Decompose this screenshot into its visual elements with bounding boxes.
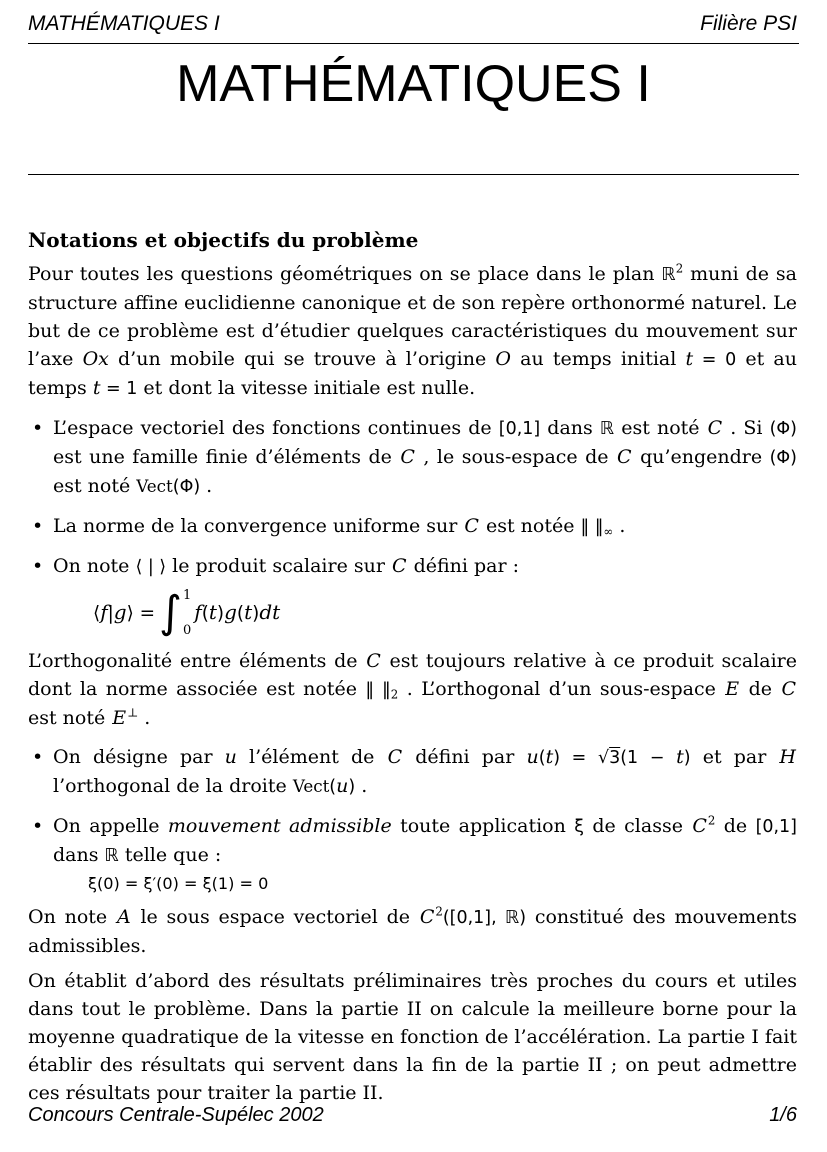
bullet-item-mouvement-admissible: • On appelle mouvement admissible toute application ξ de classe $C^2$ de [0,1] dans ℝ telle que : [32, 813, 797, 866]
page-number: 1/6 [769, 1104, 797, 1126]
bullet-marker: • [32, 815, 44, 837]
bullet-item-produit-scalaire: • On note ⟨ | ⟩ le produit scalaire sur C défini par : [28, 552, 797, 581]
paragraph-sous-espace-admissible: On note A le sous espace vectoriel de $C^2([0,1]$, ℝ) constitué des mouvements admissibles. [28, 904, 797, 957]
title-rule [28, 174, 799, 175]
document-body [28, 227, 797, 1107]
formula-rhs: f(t)g(t)dt [194, 600, 281, 625]
bullet-marker: • [32, 417, 44, 439]
integral-sign: ∫ 1 0 [159, 587, 192, 639]
formula-lhs: ⟨f|g⟩ = [93, 600, 156, 625]
bullet-marker: • [32, 515, 44, 537]
bullet-item-element-u: • On désigne par u l’élément de C défini par u(t) = √3(1 − t) et par H l’orthogonal de la droite Vect(u) . [28, 743, 797, 801]
section-heading: Notations et objectifs du problème [28, 228, 419, 252]
bullet-item-espace-vectoriel: • L’espace vectoriel des fonctions continues de [0,1] dans ℝ est noté C . Si (Φ) est une famille finie d’éléments de C , le sous-espace de C qu’engendre (Φ) est noté Vect(Φ) . [28, 414, 797, 501]
header-rule [28, 43, 799, 44]
paragraph-orthogonalite: L’orthogonalité entre éléments de C est toujours relative à ce produit scalaire dont la norme associée est notée ‖ ‖2 . L’orthogonal d’un sous-espace E de C est noté E⊥ . [28, 650, 798, 729]
bullet-item-norme-uniforme: • La norme de la convergence uniforme sur C est notée ‖ ‖∞ . [28, 512, 797, 541]
paragraph-plan-du-probleme: On établit d’abord des résultats préliminaires très proches du cours et utiles dans tout le problème. Dans la partie II on calcule la meilleure borne pour la moyenne quadratique de la vitesse en fonction de l’accélération. La partie I fait établir des résultats qui servent dans la fin de la partie II ; on peut admettre ces résultats pour traiter la partie II. [28, 970, 797, 1104]
integral-limits [183, 589, 191, 637]
header-left-title: MATHÉMATIQUES I [28, 12, 220, 35]
notation-list-1 [28, 414, 797, 581]
footer-concours-label: Concours Centrale-Supélec 2002 [28, 1104, 324, 1126]
page-footer [28, 1103, 797, 1127]
page-header [0, 0, 827, 36]
xi-constraints-formula: ξ(0) = ξ′(0) = ξ(1) = 0 [88, 874, 269, 893]
integral-upper-limit: 1 [183, 588, 192, 603]
page-title: MATHÉMATIQUES I [176, 55, 651, 113]
header-right-filiere: Filière PSI [700, 12, 797, 35]
paragraph-intro: Pour toutes les questions géométriques on se place dans le plan ℝ$^2$ muni de sa structure affine euclidienne canonique et de son repère orthonormé naturel. Le but de ce problème est d’étudier quelques caractéristiques du mouvement sur l’axe Ox d’un mobile qui se trouve à l’origine O au temps initial t = 0 et au temps t = 1 et dont la vitesse initiale est nulle. [28, 261, 798, 399]
bullet-marker: • [32, 746, 44, 768]
bullet-marker: • [32, 555, 44, 577]
notation-list-2 [28, 743, 797, 870]
inner-product-formula [93, 589, 797, 637]
integral-lower-limit: 0 [183, 623, 192, 638]
